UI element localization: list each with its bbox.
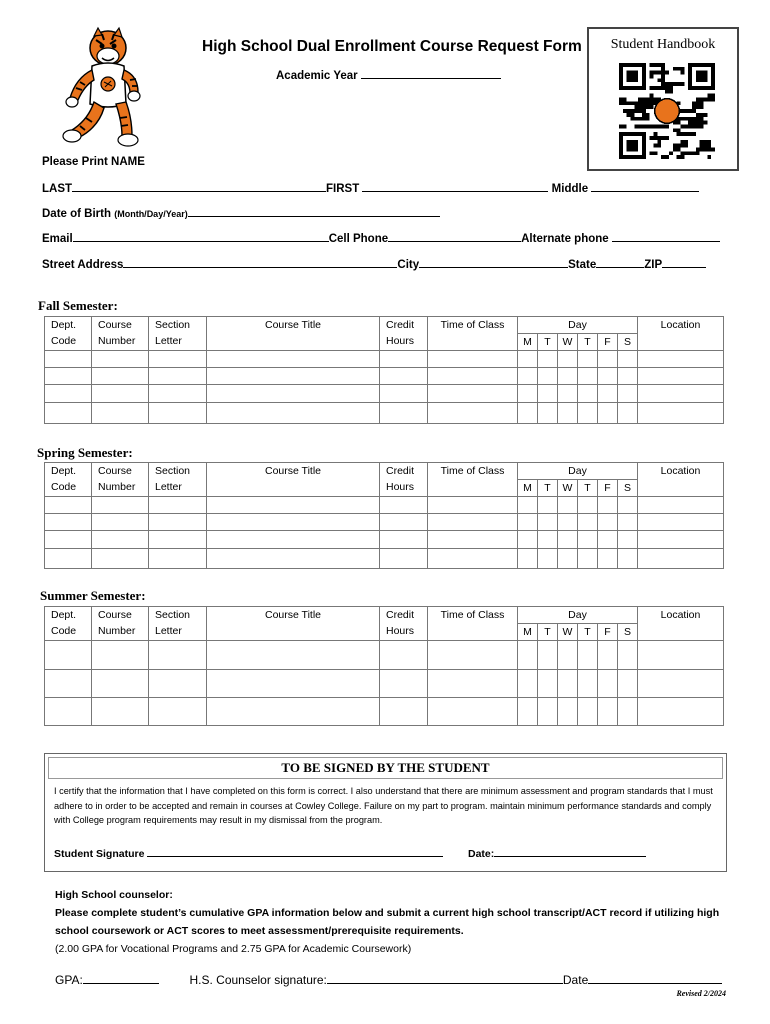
table-cell[interactable] (380, 670, 428, 698)
gpa-note: (2.00 GPA for Vocational Programs and 2.75 GPA for Academic Coursework) (55, 943, 412, 955)
tiger-mascot-icon (58, 26, 150, 152)
table-cell[interactable] (207, 531, 380, 549)
col-credit-header: Credit Hours (380, 317, 428, 351)
zip-input[interactable] (662, 257, 706, 268)
col-day-header: Day (518, 607, 638, 624)
table-cell[interactable] (618, 497, 638, 514)
table-cell[interactable] (538, 514, 558, 531)
table-cell[interactable] (207, 368, 380, 385)
table-cell[interactable] (428, 531, 518, 549)
table-cell[interactable] (538, 403, 558, 424)
table-cell[interactable] (518, 385, 538, 403)
table-cell[interactable] (518, 514, 538, 531)
table-cell[interactable] (45, 514, 92, 531)
table-row (45, 698, 724, 726)
table-cell[interactable] (92, 670, 149, 698)
table-cell[interactable] (207, 698, 380, 726)
col-course-header: Course Number (92, 317, 149, 351)
col-title-header: Course Title (207, 463, 380, 497)
middle-name-input[interactable] (591, 181, 699, 192)
table-cell[interactable] (618, 368, 638, 385)
table-cell[interactable] (207, 403, 380, 424)
table-cell[interactable] (518, 368, 538, 385)
table-row (45, 514, 724, 531)
day-header-cell: T (578, 480, 598, 497)
table-cell[interactable] (558, 351, 578, 368)
table-cell[interactable] (428, 549, 518, 569)
email-label: Email (42, 233, 73, 245)
table-cell[interactable] (207, 641, 380, 670)
table-row (45, 385, 724, 403)
table-cell[interactable] (149, 531, 207, 549)
table-cell[interactable] (578, 641, 598, 670)
table-cell[interactable] (598, 514, 618, 531)
table-cell[interactable] (45, 403, 92, 424)
table-cell[interactable] (638, 531, 724, 549)
table-cell[interactable] (92, 549, 149, 569)
spring-semester-label: Spring Semester: (37, 445, 133, 460)
fall-semester-label: Fall Semester: (38, 298, 118, 313)
gpa-input[interactable] (83, 973, 159, 984)
table-cell[interactable] (538, 531, 558, 549)
table-cell[interactable] (618, 641, 638, 670)
form-title: High School Dual Enrollment Course Request Form (202, 38, 582, 55)
table-row (45, 531, 724, 549)
table-cell[interactable] (45, 351, 92, 368)
table-cell[interactable] (618, 698, 638, 726)
table-cell[interactable] (92, 385, 149, 403)
table-cell[interactable] (558, 368, 578, 385)
table-cell[interactable] (638, 351, 724, 368)
student-signature-label: Student Signature (54, 848, 145, 860)
table-cell[interactable] (518, 670, 538, 698)
table-cell[interactable] (207, 497, 380, 514)
table-cell[interactable] (149, 497, 207, 514)
table-cell[interactable] (598, 351, 618, 368)
table-cell[interactable] (638, 403, 724, 424)
table-cell[interactable] (558, 670, 578, 698)
gpa-label: GPA: (55, 973, 83, 987)
table-cell[interactable] (598, 670, 618, 698)
table-cell[interactable] (92, 641, 149, 670)
street-label: Street Address (42, 259, 124, 271)
signature-title: TO BE SIGNED BY THE STUDENT (281, 760, 490, 775)
col-time-header: Time of Class (428, 317, 518, 351)
dob-input[interactable] (188, 206, 440, 217)
table-cell[interactable] (638, 368, 724, 385)
table-cell[interactable] (380, 351, 428, 368)
day-header-cell: W (558, 624, 578, 641)
table-cell[interactable] (207, 549, 380, 569)
table-cell[interactable] (92, 698, 149, 726)
col-credit-header: Credit Hours (380, 463, 428, 497)
table-cell[interactable] (578, 351, 598, 368)
table-cell[interactable] (578, 698, 598, 726)
middle-label: Middle (551, 183, 589, 195)
contact-row (42, 231, 720, 245)
day-header-cell: F (598, 624, 618, 641)
signature-date-input[interactable] (494, 846, 646, 857)
table-cell[interactable] (598, 641, 618, 670)
print-name-label: Please Print NAME (42, 156, 145, 168)
last-name-input[interactable] (72, 181, 326, 192)
table-cell[interactable] (45, 385, 92, 403)
col-credit-header: Credit Hours (380, 607, 428, 641)
table-cell[interactable] (45, 698, 92, 726)
table-cell[interactable] (45, 531, 92, 549)
table-cell[interactable] (380, 531, 428, 549)
table-cell[interactable] (538, 497, 558, 514)
col-location-header: Location (638, 607, 724, 641)
table-cell[interactable] (45, 549, 92, 569)
col-title-header: Course Title (207, 607, 380, 641)
table-cell[interactable] (618, 514, 638, 531)
table-cell[interactable] (380, 385, 428, 403)
table-cell[interactable] (428, 497, 518, 514)
handbook-title: Student Handbook (610, 37, 716, 52)
col-dept-header: Dept. Code (45, 463, 92, 497)
col-section-header: Section Letter (149, 607, 207, 641)
col-time-header: Time of Class (428, 463, 518, 497)
table-cell[interactable] (149, 641, 207, 670)
table-row (45, 368, 724, 385)
handbook-box (587, 27, 739, 171)
day-header-cell: M (518, 624, 538, 641)
revised-date: Revised 2/2024 (676, 989, 726, 998)
table-cell[interactable] (518, 698, 538, 726)
table-cell[interactable] (638, 641, 724, 670)
certify-statement: I certify that the information that I have completed on this form is correct. I also understand that there are minimum assessment and program standards that I must adhere to in order to be accepted and remain in courses at Cowley College. Failure on my part to program. maintain minimum performance standards and comply with College program requirements may result in my dismissal from the program. (54, 786, 713, 825)
table-cell[interactable] (149, 514, 207, 531)
academic-year-label: Academic Year (276, 70, 358, 82)
table-cell[interactable] (578, 368, 598, 385)
day-header-cell: T (538, 480, 558, 497)
address-row (42, 257, 706, 271)
city-label: City (397, 259, 420, 271)
col-dept-header: Dept. Code (45, 607, 92, 641)
table-cell[interactable] (598, 531, 618, 549)
table-cell[interactable] (428, 368, 518, 385)
table-cell[interactable] (518, 641, 538, 670)
table-cell[interactable] (598, 549, 618, 569)
city-input[interactable] (419, 257, 568, 268)
table-cell[interactable] (149, 549, 207, 569)
table-cell[interactable] (598, 698, 618, 726)
table-row (45, 670, 724, 698)
table-cell[interactable] (518, 497, 538, 514)
col-day-header: Day (518, 463, 638, 480)
col-location-header: Location (638, 317, 724, 351)
table-cell[interactable] (538, 351, 558, 368)
table-cell[interactable] (207, 670, 380, 698)
table-cell[interactable] (638, 385, 724, 403)
table-cell[interactable] (578, 385, 598, 403)
table-cell[interactable] (598, 368, 618, 385)
student-signature-box (44, 753, 727, 872)
table-cell[interactable] (598, 403, 618, 424)
table-cell[interactable] (558, 641, 578, 670)
email-input[interactable] (73, 231, 329, 242)
day-header-cell: T (578, 624, 598, 641)
table-cell[interactable] (428, 385, 518, 403)
alt-phone-input[interactable] (612, 231, 720, 242)
student-signature-input[interactable] (147, 846, 443, 857)
table-cell[interactable] (149, 403, 207, 424)
table-cell[interactable] (578, 514, 598, 531)
table-cell[interactable] (618, 385, 638, 403)
table-cell[interactable] (428, 514, 518, 531)
table-cell[interactable] (380, 403, 428, 424)
counselor-section (55, 886, 735, 958)
state-input[interactable] (596, 257, 644, 268)
table-cell[interactable] (618, 403, 638, 424)
table-cell[interactable] (638, 497, 724, 514)
table-cell[interactable] (638, 670, 724, 698)
table-cell[interactable] (45, 368, 92, 385)
table-cell[interactable] (45, 641, 92, 670)
table-cell[interactable] (538, 385, 558, 403)
summer-course-table (44, 606, 724, 726)
day-header-cell: T (538, 624, 558, 641)
table-row (45, 403, 724, 424)
table-cell[interactable] (598, 497, 618, 514)
table-cell[interactable] (558, 514, 578, 531)
table-cell[interactable] (578, 403, 598, 424)
table-cell[interactable] (518, 531, 538, 549)
table-cell[interactable] (428, 670, 518, 698)
table-cell[interactable] (149, 385, 207, 403)
table-cell[interactable] (149, 698, 207, 726)
table-cell[interactable] (380, 497, 428, 514)
table-cell[interactable] (578, 670, 598, 698)
col-course-header: Course Number (92, 463, 149, 497)
cell-label: Cell Phone (328, 233, 389, 245)
last-label: LAST (42, 183, 73, 195)
table-cell[interactable] (538, 698, 558, 726)
table-cell[interactable] (92, 531, 149, 549)
counselor-heading: High School counselor: (55, 889, 173, 901)
table-cell[interactable] (380, 368, 428, 385)
counselor-instructions: Please complete student’s cumulative GPA information below and submit a current high school transcript/ACT record if utilizing high school coursework or ACT scores to meet assessment/prerequisite requirements. (55, 907, 720, 937)
alt-phone-label: Alternate phone (521, 233, 609, 245)
table-cell[interactable] (638, 514, 724, 531)
qr-code-icon[interactable] (619, 63, 715, 159)
table-cell[interactable] (380, 549, 428, 569)
day-header-cell: W (558, 334, 578, 351)
day-header-cell: F (598, 334, 618, 351)
table-cell[interactable] (45, 670, 92, 698)
day-header-cell: S (618, 624, 638, 641)
table-row (45, 641, 724, 670)
table-cell[interactable] (92, 403, 149, 424)
col-location-header: Location (638, 463, 724, 497)
col-day-header: Day (518, 317, 638, 334)
table-cell[interactable] (149, 670, 207, 698)
table-cell[interactable] (578, 549, 598, 569)
day-header-cell: T (578, 334, 598, 351)
day-header-cell: M (518, 334, 538, 351)
student-signature-row (54, 846, 443, 860)
table-cell[interactable] (558, 385, 578, 403)
dob-row (42, 206, 440, 220)
cell-phone-input[interactable] (388, 231, 521, 242)
table-cell[interactable] (538, 549, 558, 569)
day-header-cell: M (518, 480, 538, 497)
state-label: State (568, 259, 597, 271)
table-cell[interactable] (149, 351, 207, 368)
table-cell[interactable] (558, 497, 578, 514)
table-cell[interactable] (428, 351, 518, 368)
table-cell[interactable] (92, 497, 149, 514)
fall-course-table (44, 316, 724, 424)
table-cell[interactable] (92, 351, 149, 368)
table-cell[interactable] (207, 514, 380, 531)
table-cell[interactable] (578, 531, 598, 549)
table-cell[interactable] (538, 368, 558, 385)
counselor-signature-input[interactable] (327, 973, 563, 984)
table-cell[interactable] (380, 641, 428, 670)
table-cell[interactable] (149, 368, 207, 385)
table-cell[interactable] (538, 641, 558, 670)
gpa-row (55, 973, 722, 987)
table-cell[interactable] (518, 351, 538, 368)
table-cell[interactable] (45, 497, 92, 514)
summer-semester-label: Summer Semester: (40, 588, 146, 603)
col-title-header: Course Title (207, 317, 380, 351)
academic-year-field[interactable] (276, 68, 501, 82)
first-name-input[interactable] (362, 181, 548, 192)
table-cell[interactable] (618, 531, 638, 549)
table-cell[interactable] (618, 351, 638, 368)
table-cell[interactable] (618, 549, 638, 569)
table-cell[interactable] (380, 514, 428, 531)
dob-format: (Month/Day/Year) (114, 209, 188, 219)
spring-course-table (44, 462, 724, 569)
day-header-cell: S (618, 480, 638, 497)
counselor-signature-label: H.S. Counselor signature: (189, 973, 327, 987)
table-cell[interactable] (518, 549, 538, 569)
table-cell[interactable] (618, 670, 638, 698)
day-header-cell: T (538, 334, 558, 351)
table-cell[interactable] (558, 403, 578, 424)
table-cell[interactable] (598, 385, 618, 403)
day-header-cell: W (558, 480, 578, 497)
col-time-header: Time of Class (428, 607, 518, 641)
table-cell[interactable] (558, 531, 578, 549)
table-cell[interactable] (428, 641, 518, 670)
table-cell[interactable] (380, 698, 428, 726)
table-cell[interactable] (518, 403, 538, 424)
academic-year-blank[interactable] (361, 68, 501, 79)
signature-date-label: Date: (468, 848, 495, 860)
table-cell[interactable] (207, 351, 380, 368)
col-section-header: Section Letter (149, 463, 207, 497)
signature-date-row (468, 846, 646, 860)
first-label: FIRST (326, 183, 360, 195)
day-header-cell: S (618, 334, 638, 351)
table-cell[interactable] (558, 698, 578, 726)
col-course-header: Course Number (92, 607, 149, 641)
name-row (42, 181, 699, 195)
table-row (45, 497, 724, 514)
dob-label: Date of Birth (42, 208, 111, 220)
table-cell[interactable] (558, 549, 578, 569)
col-section-header: Section Letter (149, 317, 207, 351)
table-cell[interactable] (538, 670, 558, 698)
zip-label: ZIP (644, 259, 663, 271)
table-cell[interactable] (638, 698, 724, 726)
counselor-date-label: Date (562, 973, 589, 987)
table-row (45, 351, 724, 368)
col-dept-header: Dept. Code (45, 317, 92, 351)
table-cell[interactable] (578, 497, 598, 514)
counselor-date-input[interactable] (588, 973, 722, 984)
table-cell[interactable] (428, 403, 518, 424)
table-cell[interactable] (92, 514, 149, 531)
day-header-cell: F (598, 480, 618, 497)
table-cell[interactable] (207, 385, 380, 403)
table-cell[interactable] (92, 368, 149, 385)
table-cell[interactable] (428, 698, 518, 726)
table-cell[interactable] (638, 549, 724, 569)
street-input[interactable] (123, 257, 397, 268)
table-row (45, 549, 724, 569)
